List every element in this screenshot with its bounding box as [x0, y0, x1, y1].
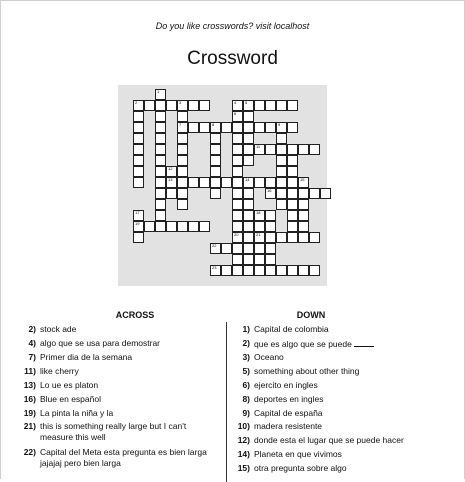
- grid-cell[interactable]: [309, 265, 320, 276]
- across-clue: 22) Capital del Meta esta pregunta es bien larga jajajaj pero bien larga: [23, 447, 207, 468]
- grid-cell[interactable]: [243, 210, 254, 221]
- grid-cell[interactable]: [298, 144, 309, 155]
- grid-cell[interactable]: [287, 265, 298, 276]
- answer-blank: [354, 338, 374, 347]
- down-clue: 6) ejercito en ingles: [242, 380, 318, 390]
- grid-cell[interactable]: [133, 177, 144, 188]
- grid-cell[interactable]: [276, 155, 287, 166]
- grid-cell[interactable]: [265, 232, 276, 243]
- clue-number: 18: [256, 210, 261, 215]
- across-clue: 21) this is something really large but I can't measure this well: [23, 421, 187, 442]
- grid-cell[interactable]: [276, 144, 287, 155]
- grid-cell[interactable]: [210, 265, 221, 276]
- grid-cell[interactable]: [155, 122, 166, 133]
- grid-cell[interactable]: [298, 232, 309, 243]
- grid-cell[interactable]: [243, 111, 254, 122]
- clue-number: 1: [157, 89, 160, 94]
- grid-cell[interactable]: [265, 144, 276, 155]
- grid-cell[interactable]: [287, 144, 298, 155]
- grid-cell[interactable]: [232, 100, 243, 111]
- grid-cell[interactable]: [232, 166, 243, 177]
- grid-cell[interactable]: [287, 155, 298, 166]
- grid-cell[interactable]: [265, 221, 276, 232]
- grid-cell[interactable]: [276, 199, 287, 210]
- down-clue: 5) something about other thing: [242, 366, 360, 376]
- grid-cell[interactable]: [188, 100, 199, 111]
- grid-cell[interactable]: [254, 122, 265, 133]
- grid-cell[interactable]: [177, 177, 188, 188]
- clue-number: 3: [179, 100, 182, 105]
- grid-cell[interactable]: [232, 210, 243, 221]
- grid-cell[interactable]: [287, 221, 298, 232]
- grid-cell[interactable]: [243, 144, 254, 155]
- across-clue: 13) Lo ue es platon: [23, 380, 99, 390]
- grid-cell[interactable]: [232, 144, 243, 155]
- grid-cell[interactable]: [210, 188, 221, 199]
- grid-cell[interactable]: [221, 243, 232, 254]
- grid-cell[interactable]: [232, 232, 243, 243]
- grid-cell[interactable]: [155, 144, 166, 155]
- grid-cell[interactable]: [254, 243, 265, 254]
- grid-cell[interactable]: [232, 133, 243, 144]
- grid-cell[interactable]: [221, 122, 232, 133]
- grid-cell[interactable]: [210, 122, 221, 133]
- grid-cell[interactable]: [309, 144, 320, 155]
- clue-number: 17: [135, 210, 140, 215]
- grid-cell[interactable]: [243, 188, 254, 199]
- grid-cell[interactable]: [155, 155, 166, 166]
- down-clue: 2) que es algo que se puede: [222, 338, 460, 350]
- grid-cell[interactable]: [298, 199, 309, 210]
- across-clue: 19) La pinta la niña y la: [23, 408, 114, 418]
- grid-cell[interactable]: [133, 133, 144, 144]
- grid-cell[interactable]: [221, 177, 232, 188]
- grid-cell[interactable]: [210, 243, 221, 254]
- grid-cell[interactable]: [298, 188, 309, 199]
- grid-cell[interactable]: [133, 100, 144, 111]
- grid-cell[interactable]: [232, 265, 243, 276]
- grid-cell[interactable]: [232, 221, 243, 232]
- down-clue: 3) Oceano: [242, 352, 284, 362]
- grid-cell[interactable]: [254, 144, 265, 155]
- across-clue: 2) stock ade: [28, 324, 77, 334]
- grid-cell[interactable]: [210, 144, 221, 155]
- clue-number: 2: [135, 100, 138, 105]
- across-clue: 7) Primer dia de la semana: [28, 352, 133, 362]
- clue-number: 11: [256, 144, 261, 149]
- clue-number: 16: [267, 188, 272, 193]
- grid-cell[interactable]: [232, 243, 243, 254]
- grid-cell[interactable]: [265, 265, 276, 276]
- grid-cell[interactable]: [309, 188, 320, 199]
- grid-cell[interactable]: [276, 133, 287, 144]
- grid-cell[interactable]: [177, 144, 188, 155]
- clue-number: 21: [256, 232, 261, 237]
- grid-cell[interactable]: [177, 188, 188, 199]
- grid-cell[interactable]: [243, 232, 254, 243]
- grid-cell[interactable]: [243, 122, 254, 133]
- grid-cell[interactable]: [155, 199, 166, 210]
- clue-number: 22: [212, 243, 217, 248]
- grid-cell[interactable]: [177, 199, 188, 210]
- grid-cell[interactable]: [155, 133, 166, 144]
- grid-cell[interactable]: [232, 188, 243, 199]
- clue-number: 13: [168, 177, 173, 182]
- clues-section: [0, 304, 465, 480]
- grid-cell[interactable]: [309, 232, 320, 243]
- clue-number: 15: [300, 177, 305, 182]
- grid-cell[interactable]: [199, 177, 210, 188]
- grid-cell[interactable]: [243, 133, 254, 144]
- grid-cell[interactable]: [265, 188, 276, 199]
- grid-cell[interactable]: [254, 265, 265, 276]
- grid-cell[interactable]: [188, 221, 199, 232]
- grid-cell[interactable]: [298, 210, 309, 221]
- grid-cell[interactable]: [287, 177, 298, 188]
- grid-cell[interactable]: [243, 265, 254, 276]
- grid-cell[interactable]: [287, 100, 298, 111]
- grid-cell[interactable]: [254, 221, 265, 232]
- grid-cell[interactable]: [276, 166, 287, 177]
- grid-cell[interactable]: [210, 133, 221, 144]
- down-clue: 8) deportes en ingles: [242, 394, 324, 404]
- grid-cell[interactable]: [265, 210, 276, 221]
- down-clue: 9) Capital de españa: [242, 408, 323, 418]
- grid-cell[interactable]: [166, 188, 177, 199]
- grid-cell[interactable]: [155, 188, 166, 199]
- grid-cell[interactable]: [265, 177, 276, 188]
- clue-number: 23: [212, 265, 217, 270]
- grid-cell[interactable]: [265, 254, 276, 265]
- grid-cell[interactable]: [287, 188, 298, 199]
- grid-cell[interactable]: [188, 177, 199, 188]
- grid-cell[interactable]: [210, 177, 221, 188]
- grid-cell[interactable]: [298, 177, 309, 188]
- grid-cell[interactable]: [276, 100, 287, 111]
- grid-cell[interactable]: [133, 122, 144, 133]
- grid-cell[interactable]: [243, 254, 254, 265]
- across-heading: ACROSS: [115, 310, 155, 320]
- clue-number: 9: [278, 122, 281, 127]
- clue-number: 14: [245, 177, 250, 182]
- grid-cell[interactable]: [155, 100, 166, 111]
- grid-cell[interactable]: [177, 155, 188, 166]
- grid-cell[interactable]: [243, 177, 254, 188]
- clue-number: 20: [234, 232, 239, 237]
- grid-cell[interactable]: [155, 210, 166, 221]
- down-clue: 12) donde esta el lugar que se puede hacer: [237, 435, 404, 445]
- grid-cell[interactable]: [254, 210, 265, 221]
- grid-cell[interactable]: [276, 177, 287, 188]
- grid-cell[interactable]: [254, 254, 265, 265]
- grid-cell[interactable]: [155, 89, 166, 100]
- clue-number: 4: [234, 100, 237, 105]
- grid-cell[interactable]: [133, 111, 144, 122]
- grid-cell[interactable]: [221, 265, 232, 276]
- grid-cell[interactable]: [177, 100, 188, 111]
- grid-cell[interactable]: [243, 199, 254, 210]
- grid-cell[interactable]: [265, 243, 276, 254]
- grid-cell[interactable]: [166, 221, 177, 232]
- grid-cell[interactable]: [210, 155, 221, 166]
- grid-cell[interactable]: [133, 155, 144, 166]
- grid-cell[interactable]: [232, 111, 243, 122]
- across-clue: 11) like cherry: [24, 366, 79, 376]
- clue-number: 19: [135, 221, 140, 226]
- grid-cell[interactable]: [199, 221, 210, 232]
- grid-cell[interactable]: [232, 177, 243, 188]
- clue-number: 8: [212, 122, 215, 127]
- tagline: Do you like crosswords? visit localhost: [155, 21, 310, 31]
- grid-cell[interactable]: [232, 155, 243, 166]
- down-clue: 10) madera resistente: [237, 421, 323, 431]
- grid-cell[interactable]: [144, 100, 155, 111]
- grid-cell[interactable]: [287, 199, 298, 210]
- grid-cell[interactable]: [287, 122, 298, 133]
- down-clue: 1) Capital de colombia: [242, 324, 329, 334]
- grid-cell[interactable]: [133, 221, 144, 232]
- across-clue: 16) Blue en español: [23, 394, 101, 404]
- grid-cell[interactable]: [243, 155, 254, 166]
- across-clue: 4) algo que se usa para demostrar: [28, 338, 161, 348]
- grid-cell[interactable]: [155, 166, 166, 177]
- grid-cell[interactable]: [199, 122, 210, 133]
- grid-cell[interactable]: [298, 265, 309, 276]
- grid-cell[interactable]: [243, 243, 254, 254]
- grid-cell[interactable]: [155, 221, 166, 232]
- grid-cell[interactable]: [276, 232, 287, 243]
- grid-cell[interactable]: [287, 166, 298, 177]
- grid-cell[interactable]: [177, 122, 188, 133]
- clue-number: 12: [168, 166, 173, 171]
- grid-cell[interactable]: [243, 100, 254, 111]
- grid-cell[interactable]: [133, 144, 144, 155]
- grid-cell[interactable]: [287, 210, 298, 221]
- grid-cell[interactable]: [166, 166, 177, 177]
- grid-cell[interactable]: [144, 221, 155, 232]
- grid-cell[interactable]: [133, 210, 144, 221]
- down-heading: DOWN: [296, 310, 326, 320]
- grid-cell[interactable]: [298, 221, 309, 232]
- grid-cell[interactable]: [177, 111, 188, 122]
- grid-cell[interactable]: [276, 188, 287, 199]
- clue-number: 5: [245, 100, 248, 105]
- grid-cell[interactable]: [276, 265, 287, 276]
- grid-cell[interactable]: [320, 188, 331, 199]
- grid-cell[interactable]: [199, 100, 210, 111]
- grid-cell[interactable]: [133, 232, 144, 243]
- grid-cell[interactable]: [232, 199, 243, 210]
- grid-cell[interactable]: [166, 100, 177, 111]
- grid-cell[interactable]: [254, 232, 265, 243]
- grid-cell[interactable]: [232, 254, 243, 265]
- grid-cell[interactable]: [155, 111, 166, 122]
- grid-cell[interactable]: [232, 122, 243, 133]
- grid-cell[interactable]: [166, 177, 177, 188]
- grid-cell[interactable]: [276, 122, 287, 133]
- grid-cell[interactable]: [243, 221, 254, 232]
- page-title: Crossword: [187, 48, 278, 69]
- grid-cell[interactable]: [177, 221, 188, 232]
- grid-cell[interactable]: [155, 177, 166, 188]
- grid-cell[interactable]: [133, 166, 144, 177]
- grid-cell[interactable]: [265, 122, 276, 133]
- grid-cell[interactable]: [254, 177, 265, 188]
- grid-cell[interactable]: [177, 133, 188, 144]
- grid-cell[interactable]: [287, 232, 298, 243]
- clue-number: 7: [179, 122, 182, 127]
- down-clue: 15) otra pregunta sobre algo: [237, 463, 347, 473]
- grid-cell[interactable]: [254, 100, 265, 111]
- grid-cell[interactable]: [210, 166, 221, 177]
- down-clue: 14) Planeta en que vivimos: [237, 449, 342, 459]
- grid-cell[interactable]: [177, 166, 188, 177]
- crossword-grid: [118, 85, 327, 286]
- grid-cell[interactable]: [265, 100, 276, 111]
- grid-cell[interactable]: [188, 122, 199, 133]
- clue-number: 6: [234, 111, 237, 116]
